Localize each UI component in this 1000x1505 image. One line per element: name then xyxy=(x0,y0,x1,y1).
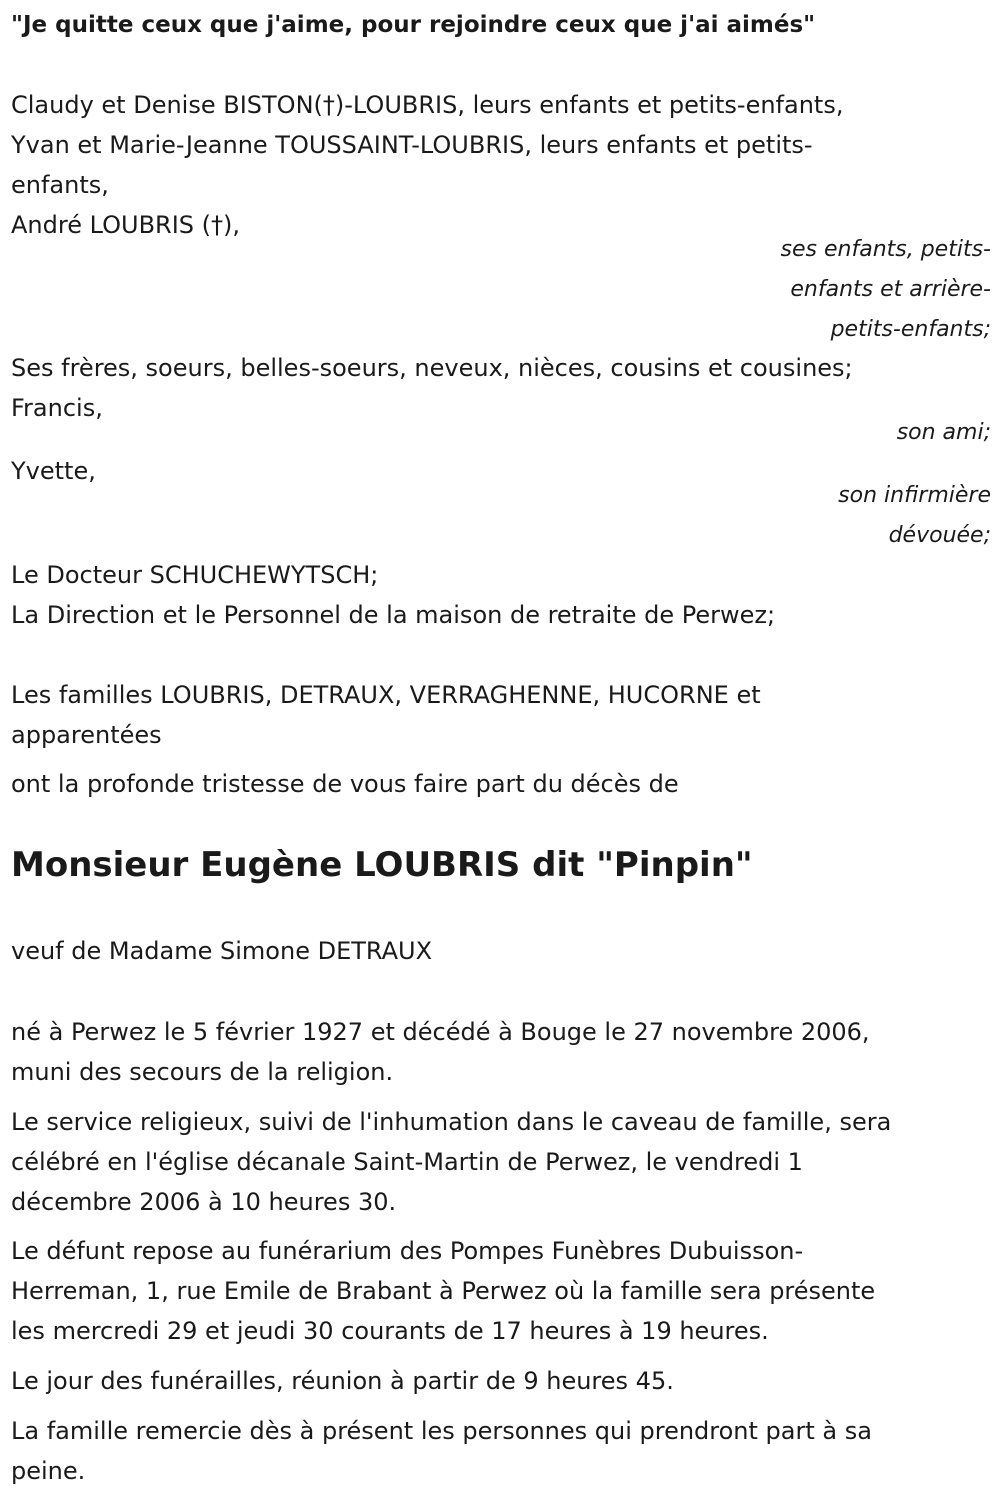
service-line-1: Le service religieux, suivi de l'inhumation dans le caveau de famille, sera xyxy=(11,1108,892,1136)
doctor-line: Le Docteur SCHUCHEWYTSCH; xyxy=(11,561,379,589)
funeral-meeting-line: Le jour des funérailles, réunion à partir de 9 heures 45. xyxy=(11,1367,674,1395)
nurse-role-line-1: son infirmière xyxy=(838,483,991,508)
service-line-2: célébré en l'église décanale Saint-Martin de Perwez, le vendredi 1 xyxy=(11,1148,803,1176)
funerarium-line-2: Herreman, 1, rue Emile de Brabant à Perwez où la famille sera présente xyxy=(11,1277,876,1305)
birth-death-line-2: muni des secours de la religion. xyxy=(11,1058,394,1086)
epigraph-quote: "Je quitte ceux que j'aime, pour rejoindre ceux que j'ai aimés" xyxy=(11,12,816,38)
widower-line: veuf de Madame Simone DETRAUX xyxy=(11,937,433,965)
families-line-2: apparentées xyxy=(11,721,162,749)
family-line-1: Claudy et Denise BISTON(†)-LOUBRIS, leurs enfants et petits-enfants, xyxy=(11,91,844,119)
announcement-line: ont la profonde tristesse de vous faire part du décès de xyxy=(11,770,679,798)
funerarium-line-3: les mercredi 29 et jeudi 30 courants de 17 heures à 19 heures. xyxy=(11,1317,769,1345)
deceased-name: Monsieur Eugène LOUBRIS dit "Pinpin" xyxy=(11,845,753,885)
families-line-1: Les familles LOUBRIS, DETRAUX, VERRAGHENNE, HUCORNE et xyxy=(11,681,761,709)
family-role-line-1: ses enfants, petits- xyxy=(780,237,991,262)
nurse-name: Yvette, xyxy=(11,457,96,485)
friend-name: Francis, xyxy=(11,394,103,422)
family-role-line-3: petits-enfants; xyxy=(830,317,991,342)
birth-death-line-1: né à Perwez le 5 février 1927 et décédé à Bouge le 27 novembre 2006, xyxy=(11,1018,870,1046)
family-line-4: André LOUBRIS (†), xyxy=(11,211,241,239)
friend-role: son ami; xyxy=(896,420,991,445)
siblings-line: Ses frères, soeurs, belles-soeurs, neveux, nièces, cousins et cousines; xyxy=(11,354,853,382)
direction-line: La Direction et le Personnel de la maison de retraite de Perwez; xyxy=(11,601,776,629)
family-line-3: enfants, xyxy=(11,171,109,199)
service-line-3: décembre 2006 à 10 heures 30. xyxy=(11,1188,397,1216)
family-role-line-2: enfants et arrière- xyxy=(790,277,991,302)
family-line-2: Yvan et Marie-Jeanne TOUSSAINT-LOUBRIS, leurs enfants et petits- xyxy=(11,131,813,159)
thanks-line-2: peine. xyxy=(11,1457,86,1485)
nurse-role-line-2: dévouée; xyxy=(888,523,991,548)
thanks-line-1: La famille remercie dès à présent les personnes qui prendront part à sa xyxy=(11,1417,872,1445)
funerarium-line-1: Le défunt repose au funérarium des Pompes Funèbres Dubuisson- xyxy=(11,1237,804,1265)
